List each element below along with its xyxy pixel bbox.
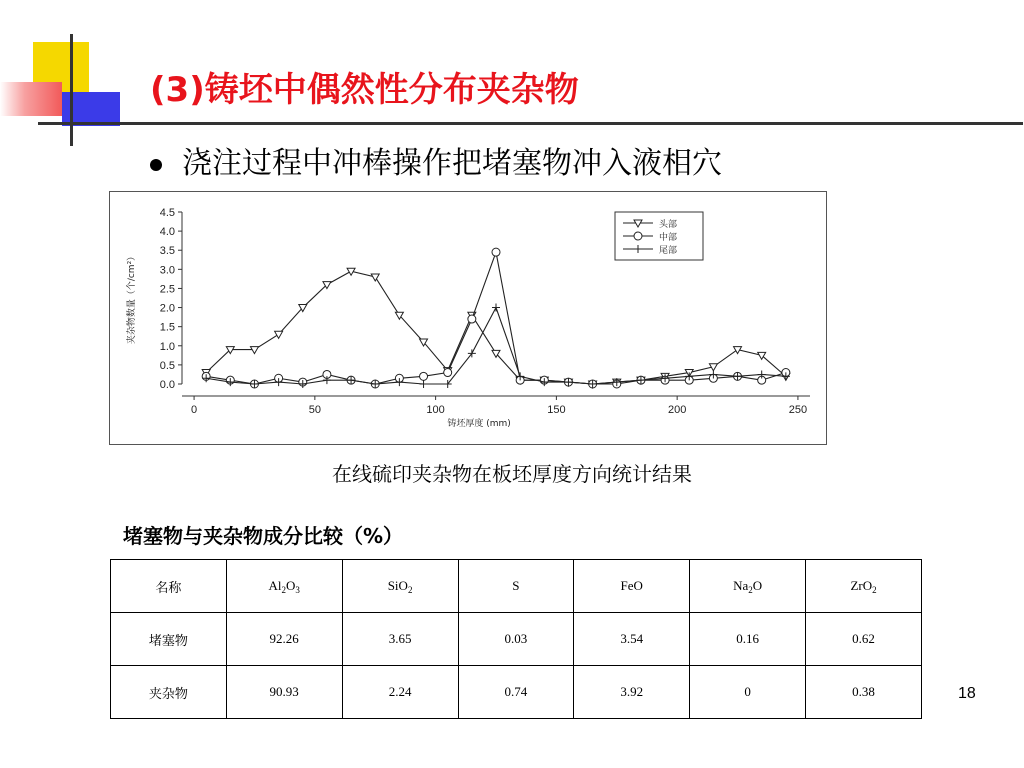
table-row [111, 666, 922, 719]
y-tick-label: 2.5 [159, 283, 175, 296]
legend-label: 中部 [659, 233, 678, 243]
table-cell: 3.65 [342, 613, 458, 666]
y-tick-label: 2.0 [159, 302, 175, 315]
header-s: S [458, 560, 574, 613]
y-tick-label: 4.0 [159, 226, 175, 239]
page-number: 18 [958, 685, 976, 702]
header-zro2: ZrO$_2$ [806, 560, 922, 613]
inclusion-chart [109, 191, 827, 445]
legend-label: 尾部 [659, 246, 678, 256]
y-tick-label: 3.5 [159, 245, 175, 258]
x-tick-label: 50 [308, 404, 321, 416]
y-tick-label: 0.5 [159, 359, 175, 372]
x-tick-label: 0 [191, 404, 198, 416]
table-cell: 2.24 [342, 666, 458, 719]
y-tick-label: 1.5 [159, 321, 175, 334]
header-al2o3: $Al_2O_3$ [226, 560, 342, 613]
table-title: 堵塞物与夹杂物成分比较（%） [123, 524, 404, 548]
cell-name: 夹杂物 [111, 666, 227, 719]
x-axis-label: 铸坯厚度 (mm) [447, 419, 511, 429]
bullet-text: 浇注过程中冲棒操作把堵塞物冲入液相穴 [182, 146, 722, 181]
data-point-circle [492, 248, 500, 256]
table-cell: 92.26 [226, 613, 342, 666]
table-cell: 0.03 [458, 613, 574, 666]
table-cell: 0 [690, 666, 806, 719]
data-point-plus [492, 304, 500, 312]
table-header-row [111, 560, 922, 613]
data-point-triangle [371, 274, 379, 281]
data-point-triangle [275, 331, 283, 338]
data-point-plus [420, 380, 428, 388]
y-tick-label: 1.0 [159, 340, 175, 353]
header-na2o: $Na_2O$ [690, 560, 806, 613]
header-sio2: SiO$_2$ [342, 560, 458, 613]
y-axis-label: 夹杂物数量（个/cm²） [127, 251, 137, 345]
table-cell: 0.16 [690, 613, 806, 666]
x-tick-label: 150 [547, 404, 566, 416]
deco-horizontal-line [38, 122, 1023, 125]
header-name: 名称 [111, 560, 227, 613]
table-cell: 0.74 [458, 666, 574, 719]
bullet-item [148, 138, 722, 182]
y-tick-label: 3.0 [159, 264, 175, 277]
legend-label: 头部 [659, 220, 678, 230]
header-feo: FeO [574, 560, 690, 613]
data-point-circle [468, 315, 476, 323]
cell-name: 堵塞物 [111, 613, 227, 666]
x-tick-label: 200 [667, 404, 687, 416]
y-tick-label: 0.0 [159, 379, 175, 391]
table-row [111, 613, 922, 666]
table-cell: 3.54 [574, 613, 690, 666]
series-line-1 [206, 271, 786, 384]
table-cell: 0.62 [806, 613, 922, 666]
chart-svg [110, 192, 826, 444]
deco-red-bar [0, 82, 62, 116]
x-tick-label: 100 [426, 404, 445, 416]
bullet-dot [150, 159, 162, 171]
table-cell: 90.93 [226, 666, 342, 719]
table-cell: 3.92 [574, 666, 690, 719]
x-tick-label: 250 [788, 404, 808, 416]
data-point-circle [444, 369, 452, 377]
y-tick-label: 4.5 [159, 207, 175, 219]
data-point-circle [420, 372, 428, 380]
slide-title: (3)铸坯中偶然性分布夹杂物 [150, 70, 579, 110]
composition-table [110, 559, 922, 719]
data-point-circle [634, 232, 642, 240]
chart-caption: 在线硫印夹杂物在板坯厚度方向统计结果 [332, 462, 692, 486]
table-cell: 0.38 [806, 666, 922, 719]
deco-vertical-line [70, 34, 73, 146]
